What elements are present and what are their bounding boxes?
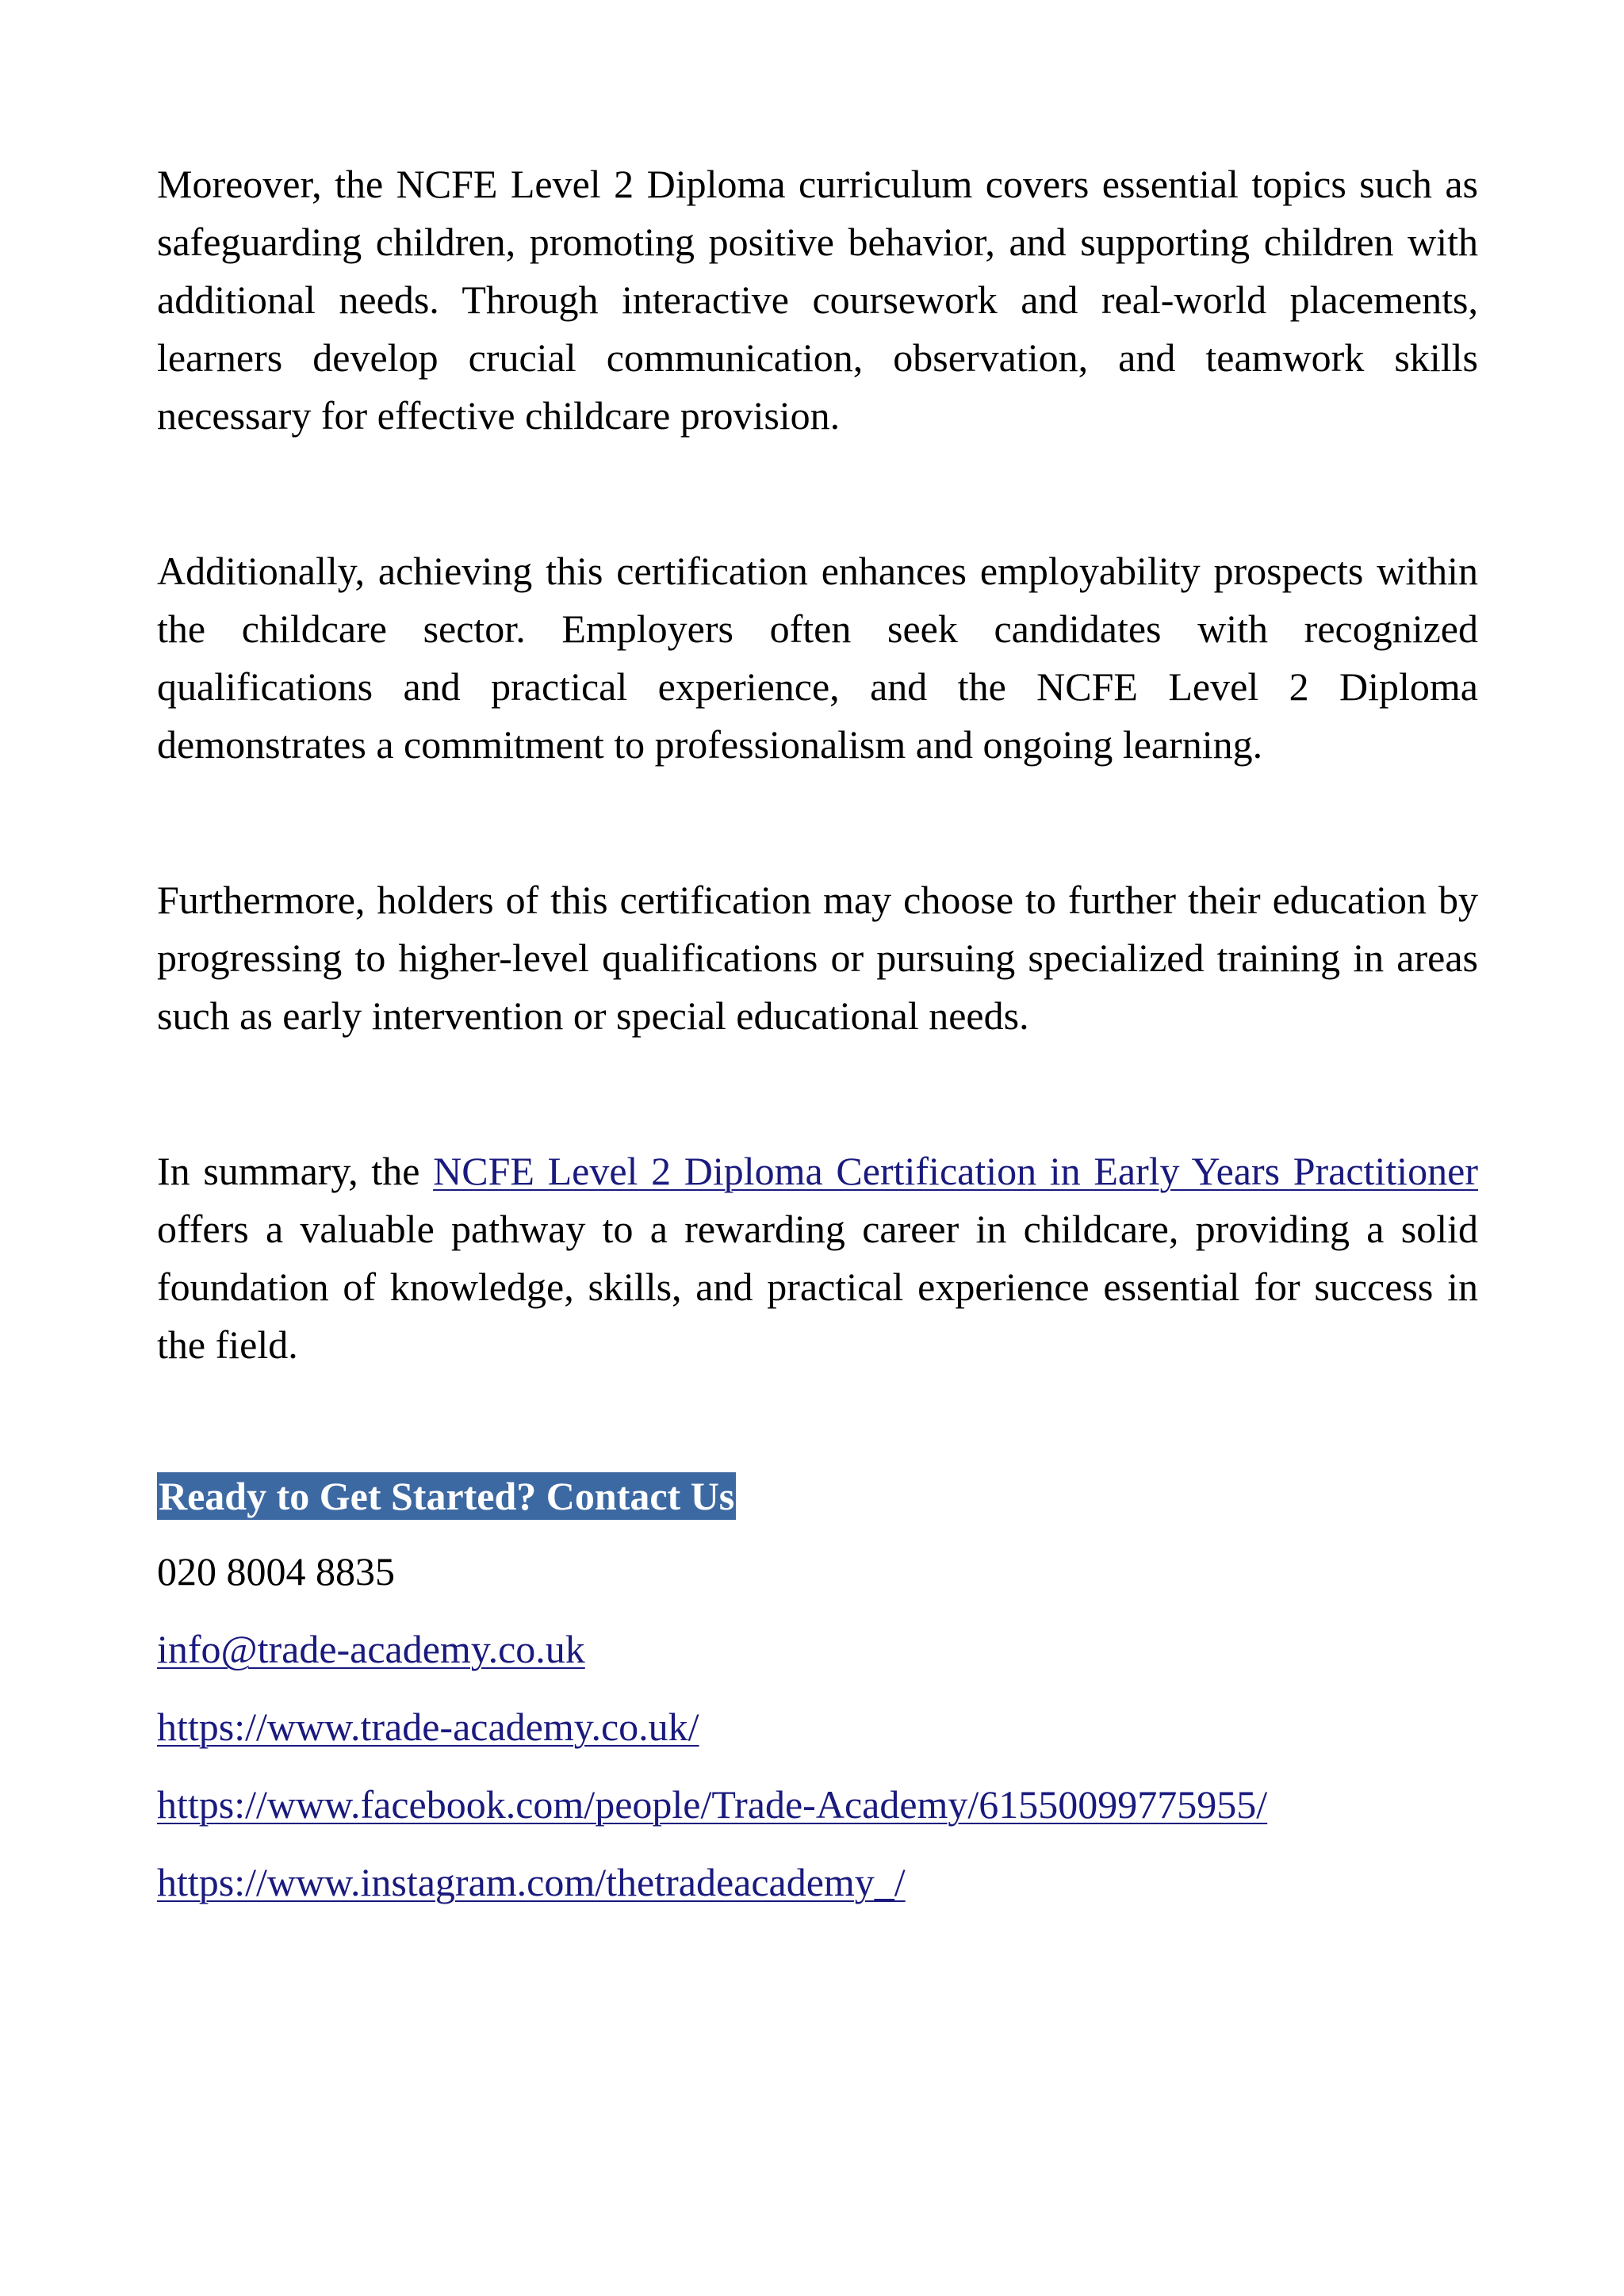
website-link[interactable]: https://www.trade-academy.co.uk/	[157, 1705, 699, 1749]
diploma-certification-link[interactable]: NCFE Level 2 Diploma Certification in Early Years Practitioner	[433, 1149, 1478, 1193]
paragraph-employability: Additionally, achieving this certification enhances employability prospects within the childcare sector. Employers often seek candidates with recognized qualifications and practical experience, and the NCFE Level 2 Diploma demonstrates a commitment to professionalism and ongoing learning.	[157, 549, 1478, 767]
email-link[interactable]: info@trade-academy.co.uk	[157, 1627, 585, 1671]
summary-text-after: offers a valuable pathway to a rewarding career in childcare, providing a solid foundation of knowledge, skills, and practical experience essential for success in the field.	[157, 1207, 1478, 1367]
summary-text-before: In summary, the	[157, 1149, 434, 1193]
document-page	[157, 155, 1478, 1921]
facebook-link[interactable]: https://www.facebook.com/people/Trade-Academy/61550099775955/	[157, 1782, 1268, 1827]
paragraph-summary	[157, 1142, 1478, 1374]
contact-section	[157, 1472, 1478, 1921]
phone-number: 020 8004 8835	[157, 1549, 395, 1594]
paragraph-curriculum: Moreover, the NCFE Level 2 Diploma curriculum covers essential topics such as safeguarding children, promoting positive behavior, and supporting children with additional needs. Through interactive coursework and real-world placements, learners develop crucial communication, observation, and teamwork skills necessary for effective childcare provision.	[157, 162, 1478, 438]
instagram-link[interactable]: https://www.instagram.com/thetradeacademy_/	[157, 1860, 906, 1904]
paragraph-further-education: Furthermore, holders of this certification may choose to further their education by progressing to higher-level qualifications or pursuing specialized training in areas such as early intervention or special educational needs.	[157, 878, 1478, 1038]
contact-heading: Ready to Get Started? Contact Us	[159, 1474, 735, 1518]
